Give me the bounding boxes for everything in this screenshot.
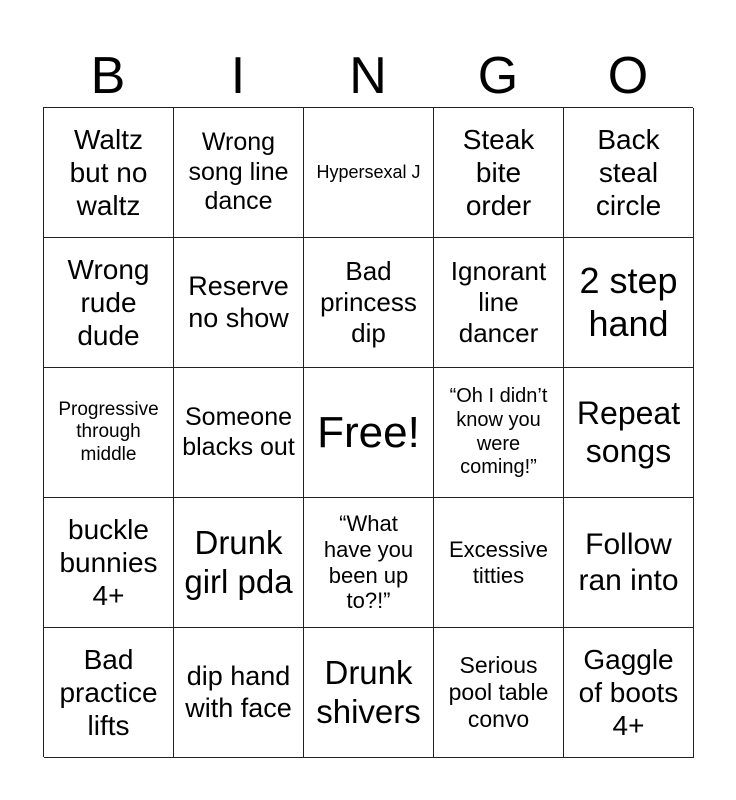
bingo-cell[interactable] — [174, 498, 304, 628]
cell-label: Serious pool table convo — [448, 651, 549, 733]
cell-label: “What have you been up to?!” — [323, 510, 414, 614]
cell-label: Bad practice lifts — [59, 643, 158, 742]
header-letter-g: G — [477, 47, 519, 105]
cell-label: Drunk shivers — [316, 653, 421, 730]
bingo-cell[interactable] — [304, 108, 434, 238]
bingo-cell[interactable] — [304, 368, 434, 498]
bingo-cell[interactable] — [44, 108, 174, 238]
header-letter-i: I — [230, 47, 246, 105]
cell-label: Bad princess dip — [320, 256, 417, 348]
bingo-board — [43, 107, 693, 757]
header-letter-b: B — [90, 47, 126, 105]
bingo-cell[interactable] — [434, 628, 564, 758]
cell-label: Wrong song line dance — [188, 128, 289, 216]
cell-label: Progressive through middle — [58, 398, 159, 465]
cell-label: Repeat songs — [576, 394, 681, 469]
header-letter-o: O — [607, 47, 649, 105]
free-space-label: Free! — [317, 407, 420, 457]
cell-label: Reserve no show — [188, 270, 289, 333]
bingo-cell[interactable] — [434, 108, 564, 238]
cell-label: Steak bite order — [462, 123, 535, 222]
bingo-cell[interactable] — [434, 238, 564, 368]
cell-label: Someone blacks out — [182, 403, 295, 461]
cell-label: Follow ran into — [578, 528, 679, 597]
bingo-header — [43, 46, 693, 106]
bingo-cell[interactable] — [44, 498, 174, 628]
cell-label: Back steal circle — [595, 123, 662, 222]
bingo-cell[interactable] — [174, 628, 304, 758]
cell-label: Excessive titties — [448, 536, 549, 588]
bingo-cell[interactable] — [564, 238, 694, 368]
header-letter-n: N — [349, 47, 387, 105]
cell-label: Waltz but no waltz — [69, 123, 148, 222]
bingo-cell[interactable] — [564, 628, 694, 758]
bingo-cell[interactable] — [304, 238, 434, 368]
bingo-cell[interactable] — [174, 368, 304, 498]
bingo-cell[interactable] — [44, 628, 174, 758]
bingo-cell[interactable] — [304, 498, 434, 628]
cell-label: dip hand with face — [185, 660, 292, 723]
cell-label: Hypersexal J — [316, 161, 421, 182]
bingo-cell[interactable] — [304, 628, 434, 758]
bingo-cell[interactable] — [564, 368, 694, 498]
cell-label: buckle bunnies 4+ — [59, 513, 158, 612]
bingo-cell[interactable] — [44, 238, 174, 368]
cell-label: Ignorant line dancer — [450, 256, 547, 348]
cell-label: “Oh I didn’t know you were coming!” — [449, 385, 548, 479]
bingo-cell[interactable] — [564, 108, 694, 238]
cell-label: Drunk girl pda — [184, 523, 293, 600]
bingo-cell[interactable] — [434, 498, 564, 628]
bingo-cell[interactable] — [174, 108, 304, 238]
bingo-cell[interactable] — [174, 238, 304, 368]
bingo-cell[interactable] — [434, 368, 564, 498]
cell-label: Wrong rude dude — [67, 253, 150, 352]
cell-label: 2 step hand — [579, 260, 678, 344]
bingo-cell[interactable] — [44, 368, 174, 498]
cell-label: Gaggle of boots 4+ — [578, 643, 679, 742]
bingo-cell[interactable] — [564, 498, 694, 628]
